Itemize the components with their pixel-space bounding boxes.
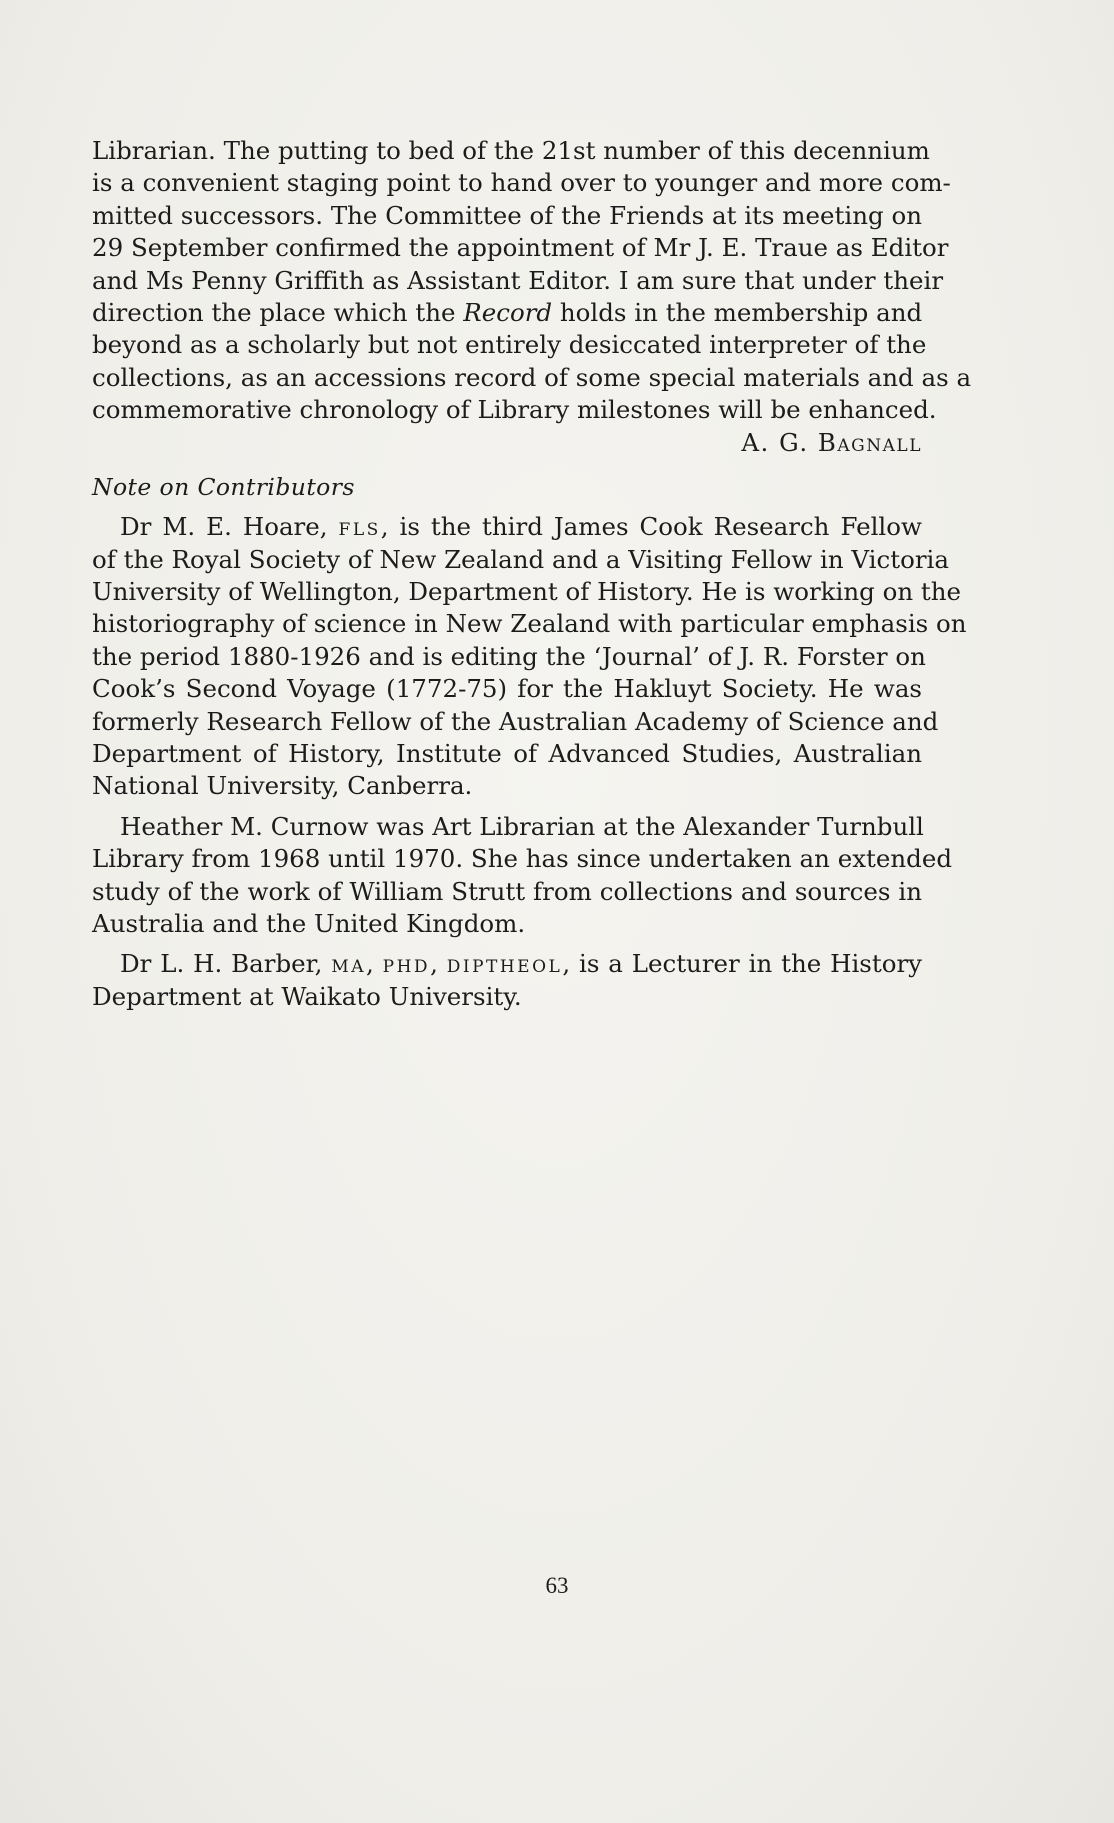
text-line: University of Wellington, Department of History. He is working on the (92, 577, 962, 607)
text-line: formerly Research Fellow of the Australian Academy of Science and (92, 706, 939, 736)
degree-abbrev: FLS (338, 520, 381, 541)
contributor-hoare (92, 511, 967, 803)
page-number: 63 (545, 1573, 569, 1598)
text-line: Department of History, Institute of Advanced Studies, Australian (92, 739, 922, 769)
contributor-curnow (92, 811, 953, 941)
text-line: mitted successors. The Committee of the Friends at its meeting on (92, 200, 922, 230)
record-title: Record (463, 297, 553, 327)
text-line: Library from 1968 until 1970. She has since undertaken an extended (92, 844, 953, 874)
section-heading: Note on Contributors (92, 472, 355, 501)
degree-abbrev: MA (331, 957, 367, 978)
main-text (92, 135, 972, 1013)
text-line: Dr M. E. Hoare, FLS, is the third James Cook Research Fellow (120, 512, 922, 542)
text-line: commemorative chronology of Library milestones will be enhanced. (92, 395, 937, 425)
text-line: 29 September confirmed the appointment of Mr J. E. Traue as Editor (92, 233, 949, 263)
degree-abbrev: DIPTHEOL (446, 957, 563, 978)
text-line: the period 1880-1926 and is editing the ‘Journal’ of J. R. Forster on (92, 641, 926, 671)
closing-paragraph (92, 135, 972, 427)
text-line: Australia and the United Kingdom. (92, 909, 526, 938)
text-line: Librarian. The putting to bed of the 21st number of this decennium (92, 136, 930, 165)
text-line: historiography of science in New Zealand with particular emphasis on (92, 609, 967, 639)
text-line: study of the work of William Strutt from collections and sources in (92, 876, 922, 906)
text-line: Department at Waikato University. (92, 981, 522, 1011)
text-line: National University, Canberra. (92, 771, 473, 801)
signature: A. G. Bagnall (741, 427, 922, 457)
text-line: Cook’s Second Voyage (1772-75) for the Hakluyt Society. He was (92, 674, 922, 704)
text-line: is a convenient staging point to hand over to younger and more com- (92, 168, 951, 198)
text-line: and Ms Penny Griffith as Assistant Editor. I am sure that under their (92, 265, 944, 295)
text-line: direction the place which the Record holds in the membership and (92, 297, 923, 327)
text-line: beyond as a scholarly but not entirely desiccated interpreter of the (92, 330, 927, 360)
text-line: of the Royal Society of New Zealand and a Visiting Fellow in Victoria (92, 544, 949, 574)
text-line: collections, as an accessions record of some special materials and as a (92, 362, 972, 392)
degree-abbrev: PHD (382, 957, 431, 978)
contributor-barber (92, 948, 922, 1013)
text-line: Dr L. H. Barber, MA, PHD, DIPTHEOL, is a Lecturer in the History (120, 949, 923, 979)
text-line: Heather M. Curnow was Art Librarian at the Alexander Turnbull (120, 811, 924, 841)
